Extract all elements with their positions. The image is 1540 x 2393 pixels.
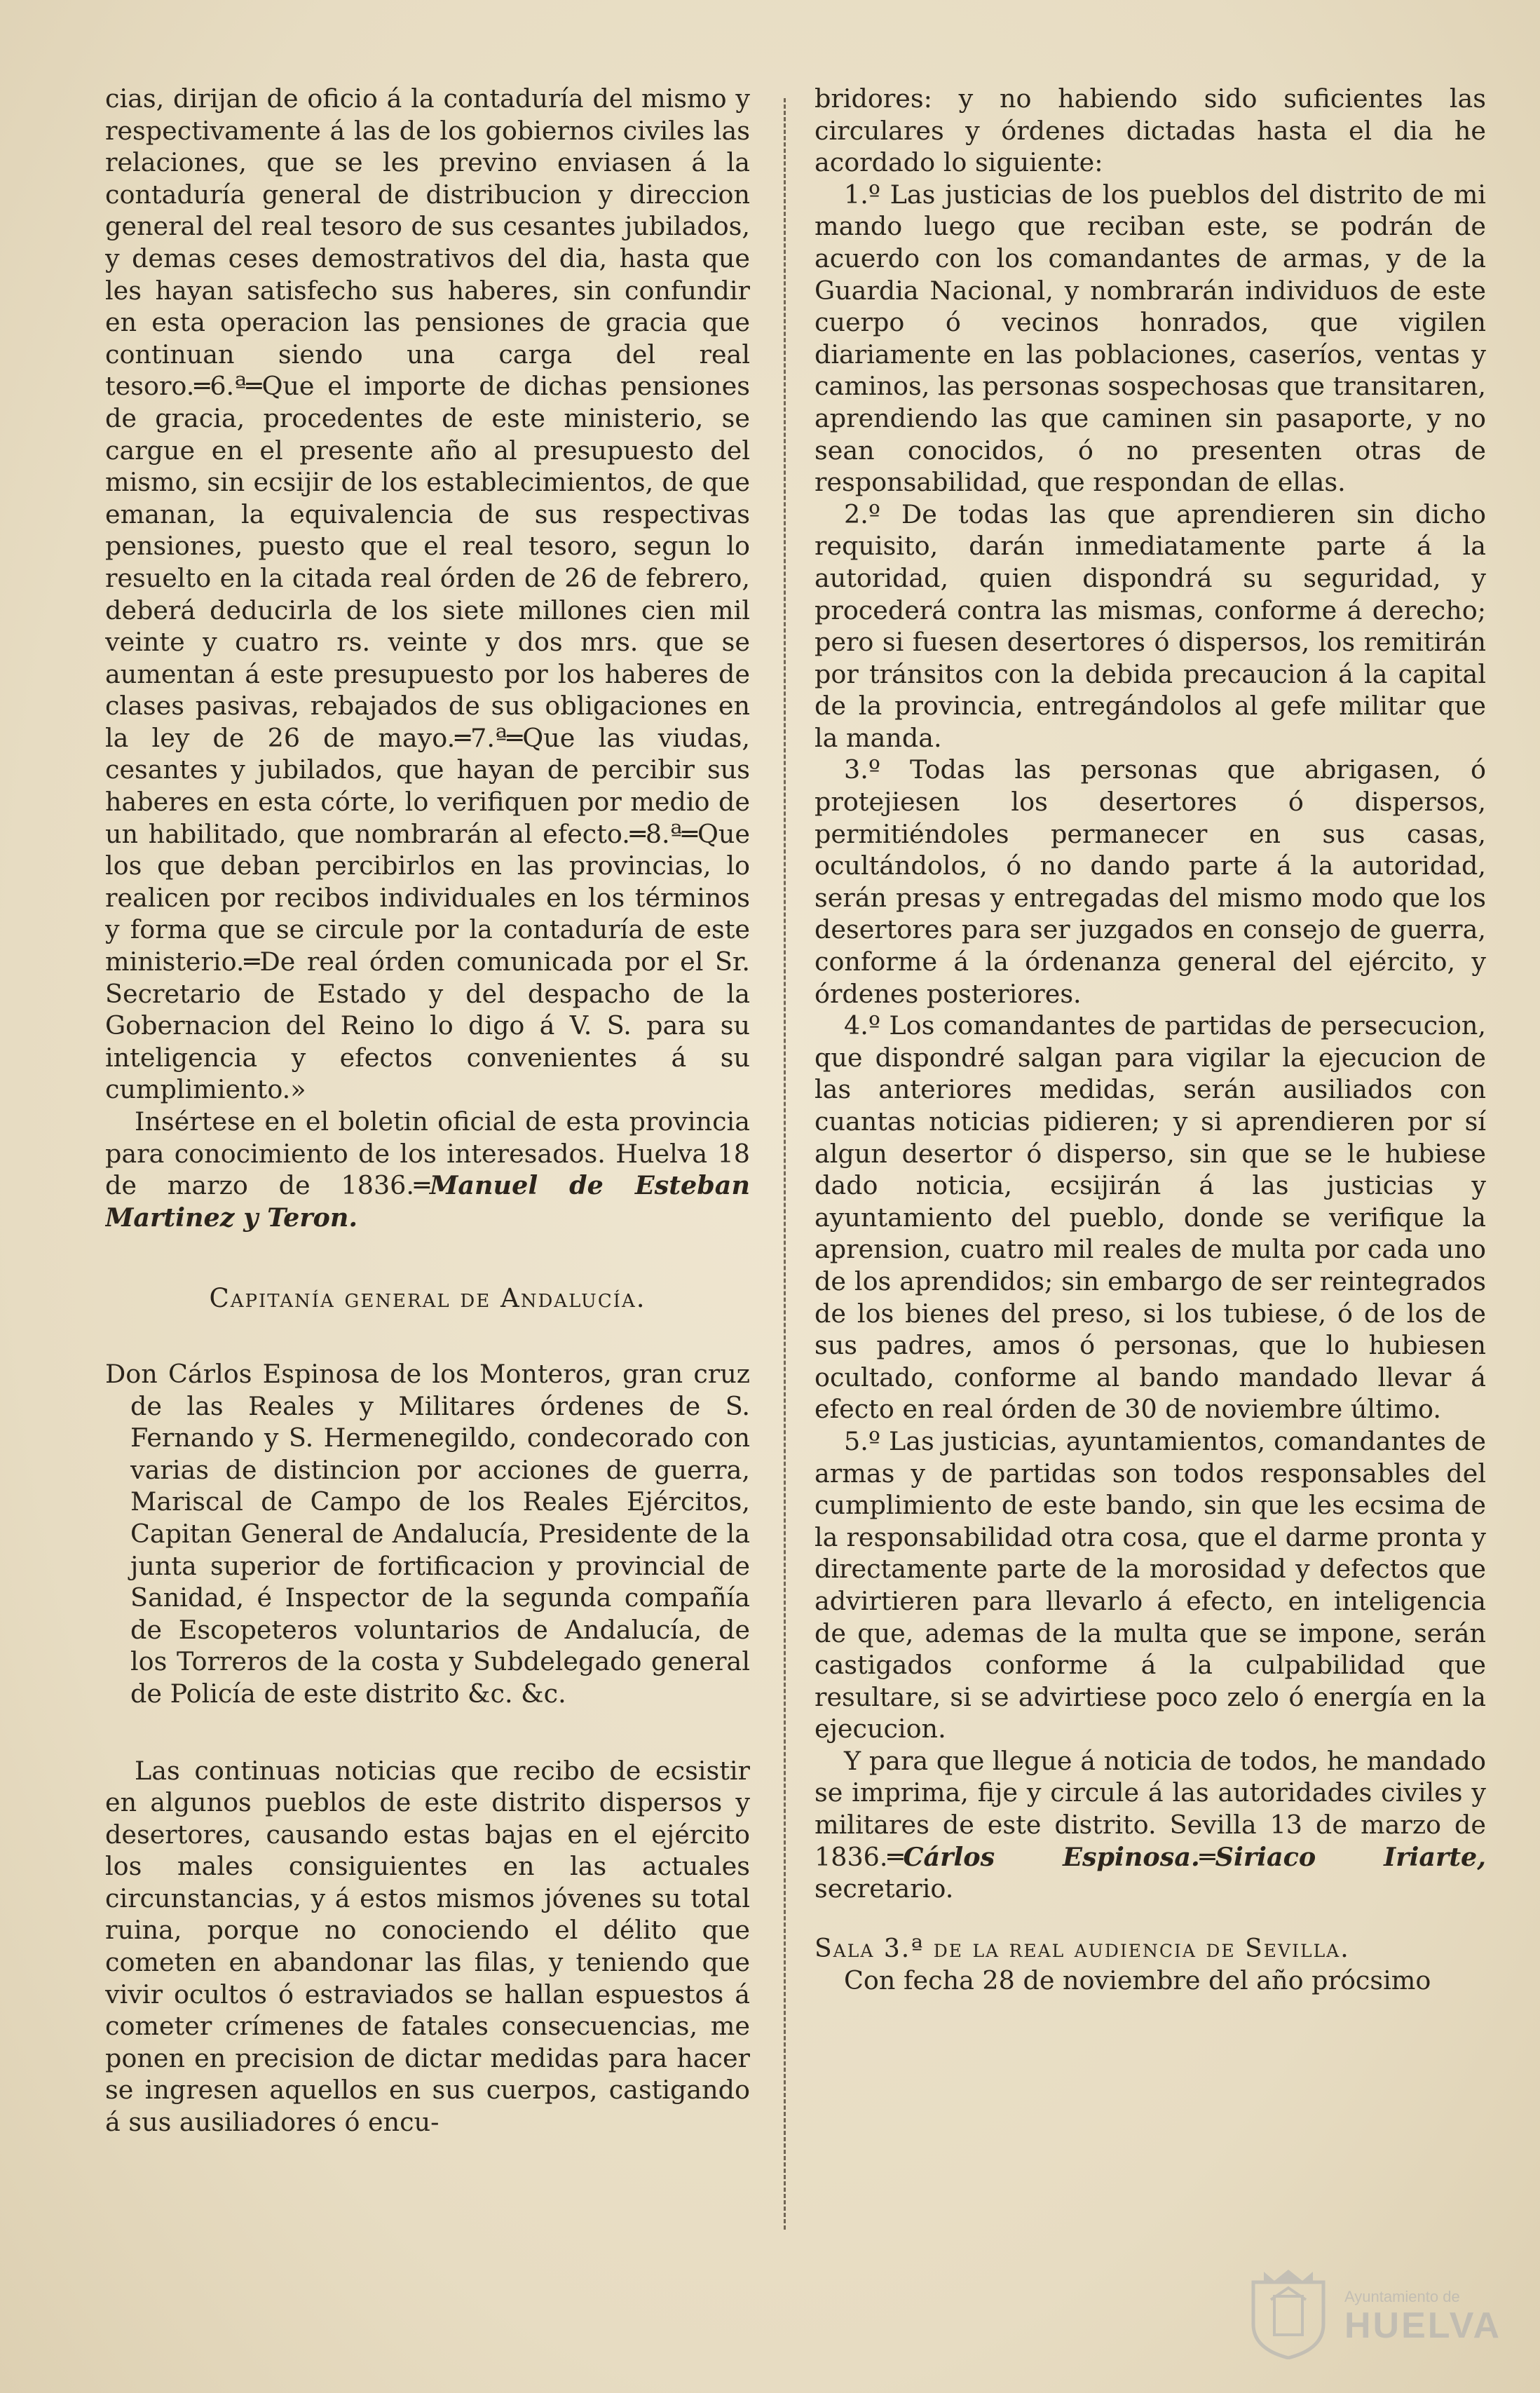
left-paragraph-2 xyxy=(105,1106,750,1233)
huelva-watermark xyxy=(1246,2261,1502,2366)
right-paragraph-last: Con fecha 28 de noviembre del año prócsimo xyxy=(844,1965,1431,1996)
watermark-small-text: Ayuntamiento de xyxy=(1344,2288,1460,2305)
article-3: 3.º Todas las personas que abrigasen, ó protejiesen los desertores ó dispersos, permitiéndoles permanecer en sus casas, ocultándolos, ó no dando parte á la autoridad, serán presas y entregadas del mismo modo que los desertores para ser juzgados en consejo de guerra, conforme á la órdenanza general del ejército, y órdenes posteriores. xyxy=(815,754,1486,1009)
heading-sala-audiencia: Sala 3.ª de la real audiencia de Sevilla. xyxy=(815,1934,1350,1963)
right-paragraph-1: bridores: y no habiendo sido suficientes las circulares y órdenes dictadas hasta el dia he acordado lo siguiente: xyxy=(815,83,1486,178)
huelva-crest-icon xyxy=(1246,2268,1330,2359)
left-paragraph-4: Las continuas noticias que recibo de ecsistir en algunos pueblos de este distrito dispersos y desertores, causando estas bajas en el ejército los males consiguientes en las actuales circunstancias, y á estos mismos jóvenes su total ruina, porque no conociendo el délito que cometen en abandonar las filas, y teniendo que vivir ocultos ó estraviados se hallan espuestos á cometer crímenes de fatales consecuencias, me ponen en precision de dictar medidas para hacer se ingresen aquellos en sus cuerpos, castigando á sus ausiliadores ó encu- xyxy=(105,1755,750,2138)
right-closing-text: Y para que llegue á noticia de todos, he mandado se imprima, fije y circule á las autoridades civiles y militares de este distrito. Sevilla 13 de marzo de 1836.═ xyxy=(815,1745,1486,1872)
left-paragraph-2-text: Insértese en el boletin oficial de esta provincia para conocimiento de los interesados. Huelva 18 de marzo de 1836.═ xyxy=(105,1106,750,1201)
article-4: 4.º Los comandantes de partidas de persecucion, que dispondré salgan para vigilar la ejecucion de las anteriores medidas, serán ausiliados con cuantas noticias pidieren; y si aprendieren por sí algun desertor ó disperso, sin que se le hubiese dado noticia, ecsijirán á las justicias y ayuntamiento del pueblo, donde se verifique la aprension, cuatro mil reales de multa por cada uno de los aprendidos; sin embargo de ser reintegrados de los bienes del preso, si los tubiese, ó de los de sus padres, amos ó personas, que lo hubiesen ocultado, conforme al bando mandado llevar á efecto en real órden de 30 de noviembre último. xyxy=(815,1010,1486,1425)
left-paragraph-1: cias, dirijan de oficio á la contaduría del mismo y respectivamente á las de los gobiernos civiles las relaciones, que se les previno enviasen á la contaduría general de distribucion y direccion general del real tesoro de sus cesantes jubilados, y demas ceses demostrativos del dia, hasta que les hayan satisfecho sus haberes, sin confundir en esta operacion las pensiones de gracia que continuan siendo una carga del real tesoro.═6.ª═Que el importe de dichas pensiones de gracia, procedentes de este ministerio, se cargue en el presente año al presupuesto del mismo, sin ecsijir de los establecimientos, de que emanan, la equivalencia de sus respectivas pensiones, puesto que el real tesoro, segun lo resuelto en la citada real órden de 26 de febrero, deberá deducirla de los siete millones cien mil veinte y cuatro rs. veinte y dos mrs. que se aumentan á este presupuesto por los haberes de clases pasivas, rebajados de sus obligaciones en la ley de 26 de mayo.═7.ª═Que las viudas, cesantes y jubilados, que hayan de percibir sus haberes en esta córte, lo verifiquen por medio de un habilitado, que nombrarán al efecto.═8.ª═Que los que deban percibirlos en las provincias, lo realicen por recibos individuales en los términos y forma que se circule por la contaduría de este ministerio.═De real órden comunicada por el Sr. Secretario de Estado y del despacho de la Gobernacion del Reino lo digo á V. S. para su inteligencia y efectos convenientes á su cumplimiento.» xyxy=(105,83,750,1105)
article-1: 1.º Las justicias de los pueblos del distrito de mi mando luego que reciban este, se podrán de acuerdo con los comandantes de armas, y de la Guardia Nacional, y nombrarán individuos de este cuerpo ó vecinos honrados, que vigilen diariamente en las poblaciones, caseríos, ventas y caminos, las personas sospechosas que transitaren, aprendiendo las que caminen sin pasaporte, y no sean conocidos, ó no presenten otras de responsabilidad, que respondan de ellas. xyxy=(815,179,1486,498)
column-divider xyxy=(784,98,786,2230)
watermark-big-text: HUELVA xyxy=(1344,2305,1502,2346)
article-2: 2.º De todas las que aprendieren sin dicho requisito, darán inmediatamente parte á la autoridad, quien dispondrá su seguridad, y procederá contra las mismas, conforme á derecho; pero si fuesen desertores ó dispersos, los remitirán por tránsitos con la debida precaucion á la capital de la provincia, entregándolos al gefe militar que la manda. xyxy=(815,499,1486,753)
heading-capitania: Capitanía general de Andalucía. xyxy=(209,1283,646,1314)
signature-manuel-esteban: Manuel de Esteban Martinez y Teron. xyxy=(105,1170,750,1233)
secretario-label: secretario. xyxy=(815,1873,954,1904)
left-paragraph-titles: Don Cárlos Espinosa de los Monteros, gran cruz de las Reales y Militares órdenes de S. Fernando y S. Hermenegildo, condecorado con varias de distincion por acciones de guerra, Mariscal de Campo de los Reales Ejércitos, Capitan General de Andalucía, Presidente de la junta superior de fortificacion y provincial de Sanidad, é Inspector de la segunda compañía de Escopeteros voluntarios de Andalucía, de los Torreros de la costa y Subdelegado general de Policía de este distrito &c. &c. xyxy=(105,1358,750,1709)
signature-carlos-espinosa: Cárlos Espinosa.═Siriaco Iriarte, xyxy=(903,1841,1486,1872)
article-5: 5.º Las justicias, ayuntamientos, comandantes de armas y de partidas son todos responsables del cumplimiento de este bando, sin que les ecsima de la responsabilidad otra cosa, que el darme pronta y directamente parte de la morosidad y defectos que advirtieren para llevarlo á efecto, en inteligencia de que, ademas de la multa que se impone, serán castigados conforme á la culpabilidad que resultare, si se advirtiese poco zelo ó energía en la ejecucion. xyxy=(815,1425,1486,1744)
right-closing xyxy=(815,1745,1486,1905)
spacer xyxy=(105,1710,750,1755)
left-column xyxy=(105,83,750,2242)
right-column xyxy=(815,83,1486,2242)
